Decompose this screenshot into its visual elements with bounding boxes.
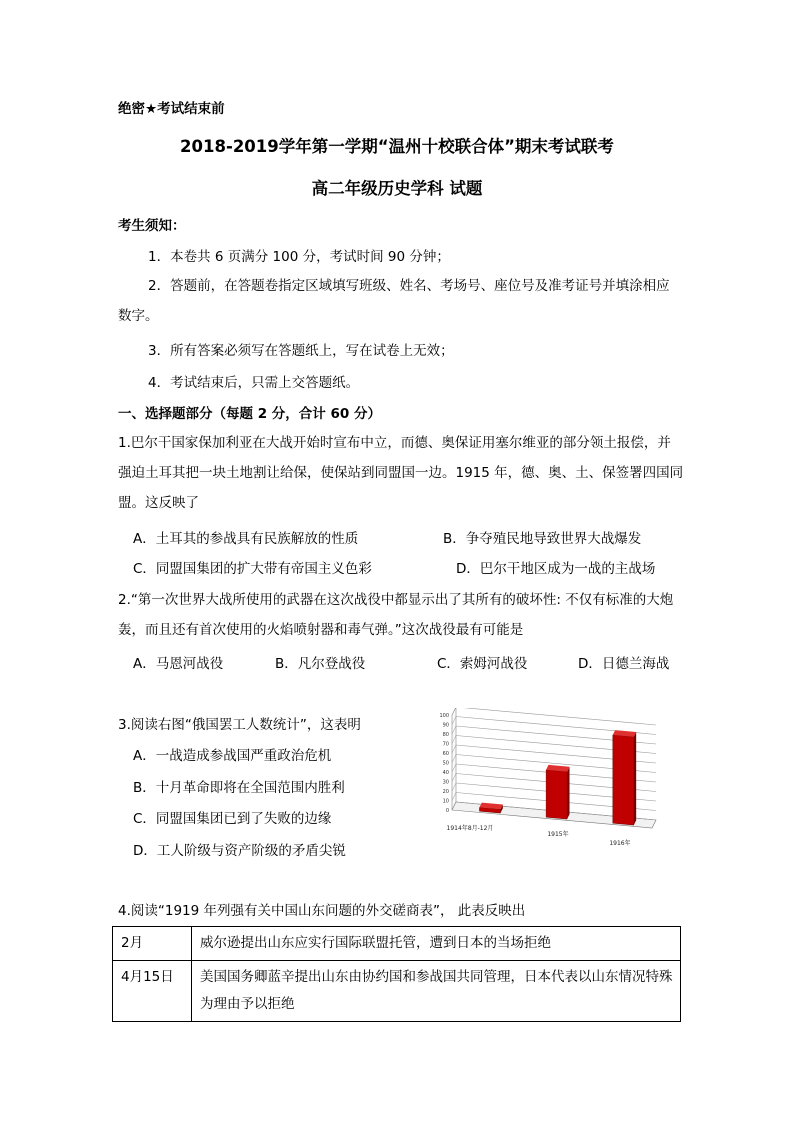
- question-3-option-b: B．十月革命即将在全国范围内胜利: [133, 780, 345, 796]
- chart-tick-label: 30: [442, 779, 449, 786]
- section-heading: 一、选择题部分（每题 2 分，合计 60 分）: [118, 406, 381, 422]
- exam-subtitle: 高二年级历史学科 试题: [311, 179, 483, 198]
- question-3-option-d: D．工人阶级与资产阶级的矛盾尖锐: [133, 843, 346, 859]
- notice-item: 2．答题前，在答题卷指定区域填写班级、姓名、考场号、座位号及准考证号并填涂相应数字。: [118, 278, 670, 324]
- chart-bar-side: [567, 767, 569, 819]
- chart-bar: [546, 770, 567, 819]
- chart-tick-label: 40: [442, 770, 449, 776]
- chart-tick-label: 10: [442, 798, 449, 805]
- chart-tick-label: 100: [439, 713, 449, 719]
- table-cell-event: 威尔逊提出山东应实行国际联盟托管，遭到日本的当场拒绝: [192, 927, 681, 961]
- question-1-option-b: B．争夺殖民地导致世界大战爆发: [443, 531, 642, 547]
- diplomacy-table: [112, 926, 681, 1022]
- question-1-option-c: C．同盟国集团的扩大带有帝国主义色彩: [133, 561, 372, 577]
- chart-tick-label: 0: [445, 808, 449, 814]
- question-2-option-d: D．日德兰海战: [578, 656, 670, 672]
- strike-chart: [430, 708, 670, 858]
- notice-item: 1．本卷共 6 页满分 100 分，考试时间 90 分钟；: [148, 249, 450, 265]
- question-2-option-c: C．索姆河战役: [437, 656, 528, 672]
- question-3-option-a: A．一战造成参战国严重政治危机: [133, 748, 332, 764]
- chart-bar-side: [634, 732, 636, 825]
- table-cell-date: 2月: [113, 927, 192, 961]
- notice-item: 4．考试结束后，只需上交答题纸。: [148, 375, 360, 391]
- chart-tick-label: 60: [442, 751, 449, 757]
- table-cell-date: 4月15日: [113, 961, 192, 1022]
- chart-tick-label: 90: [442, 722, 449, 729]
- question-1-option-d: D．巴尔干地区成为一战的主战场: [456, 561, 656, 577]
- chart-category-label: 1914年8月-12月: [446, 825, 494, 832]
- chart-bar: [613, 735, 634, 825]
- table-cell-event: 美国国务卿蓝辛提出山东由协约国和参战国共同管理，日本代表以山东情况特殊为理由予以拒绝: [192, 961, 681, 1022]
- notice-heading: 考生须知：: [118, 218, 186, 234]
- chart-tick-label: 70: [442, 741, 449, 748]
- table-row: [113, 927, 681, 961]
- chart-tick-label: 80: [442, 732, 449, 738]
- chart-category-label: 1915年: [547, 831, 569, 838]
- question-3-stem: 3.阅读右图“俄国罢工人数统计”，这表明: [118, 717, 361, 733]
- table-row: [113, 961, 681, 1022]
- question-2-option-a: A．马恩河战役: [133, 656, 224, 672]
- exam-title: 2018-2019学年第一学期“温州十校联合体”期末考试联考: [180, 137, 614, 156]
- question-3-option-c: C．同盟国集团已到了失败的边缘: [133, 811, 332, 827]
- question-2-option-b: B．凡尔登战役: [275, 656, 366, 672]
- notice-item: 3．所有答案必须写在答题纸上，写在试卷上无效；: [148, 343, 454, 359]
- question-2-stem: 2.“第一次世界大战所使用的武器在这次战役中都显示出了其所有的破坏性: 不仅有标准的大炮轰，而且还有首次使用的火焰喷射器和毒气弹。”这次战役最有可能是: [118, 592, 674, 638]
- chart-category-label: 1916年: [609, 840, 631, 847]
- question-4-stem: 4.阅读“1919 年列强有关中国山东问题的外交磋商表”， 此表反映出: [118, 903, 526, 919]
- chart-tick-label: 20: [442, 789, 449, 795]
- question-1-option-a: A．土耳其的参战具有民族解放的性质: [133, 531, 359, 547]
- chart-gridline: [456, 708, 656, 725]
- question-1-stem: 1.巴尔干国家保加利亚在大战开始时宣布中立，而德、奥保证用塞尔维亚的部分领土报偿，并强迫土耳其把一块土地割让给保，使保站到同盟国一边。1915 年，德、奥、土、保签署四国同盟。这反映了: [118, 435, 684, 511]
- chart-tick-label: 50: [442, 760, 449, 767]
- secret-mark: 绝密★考试结束前: [118, 101, 225, 117]
